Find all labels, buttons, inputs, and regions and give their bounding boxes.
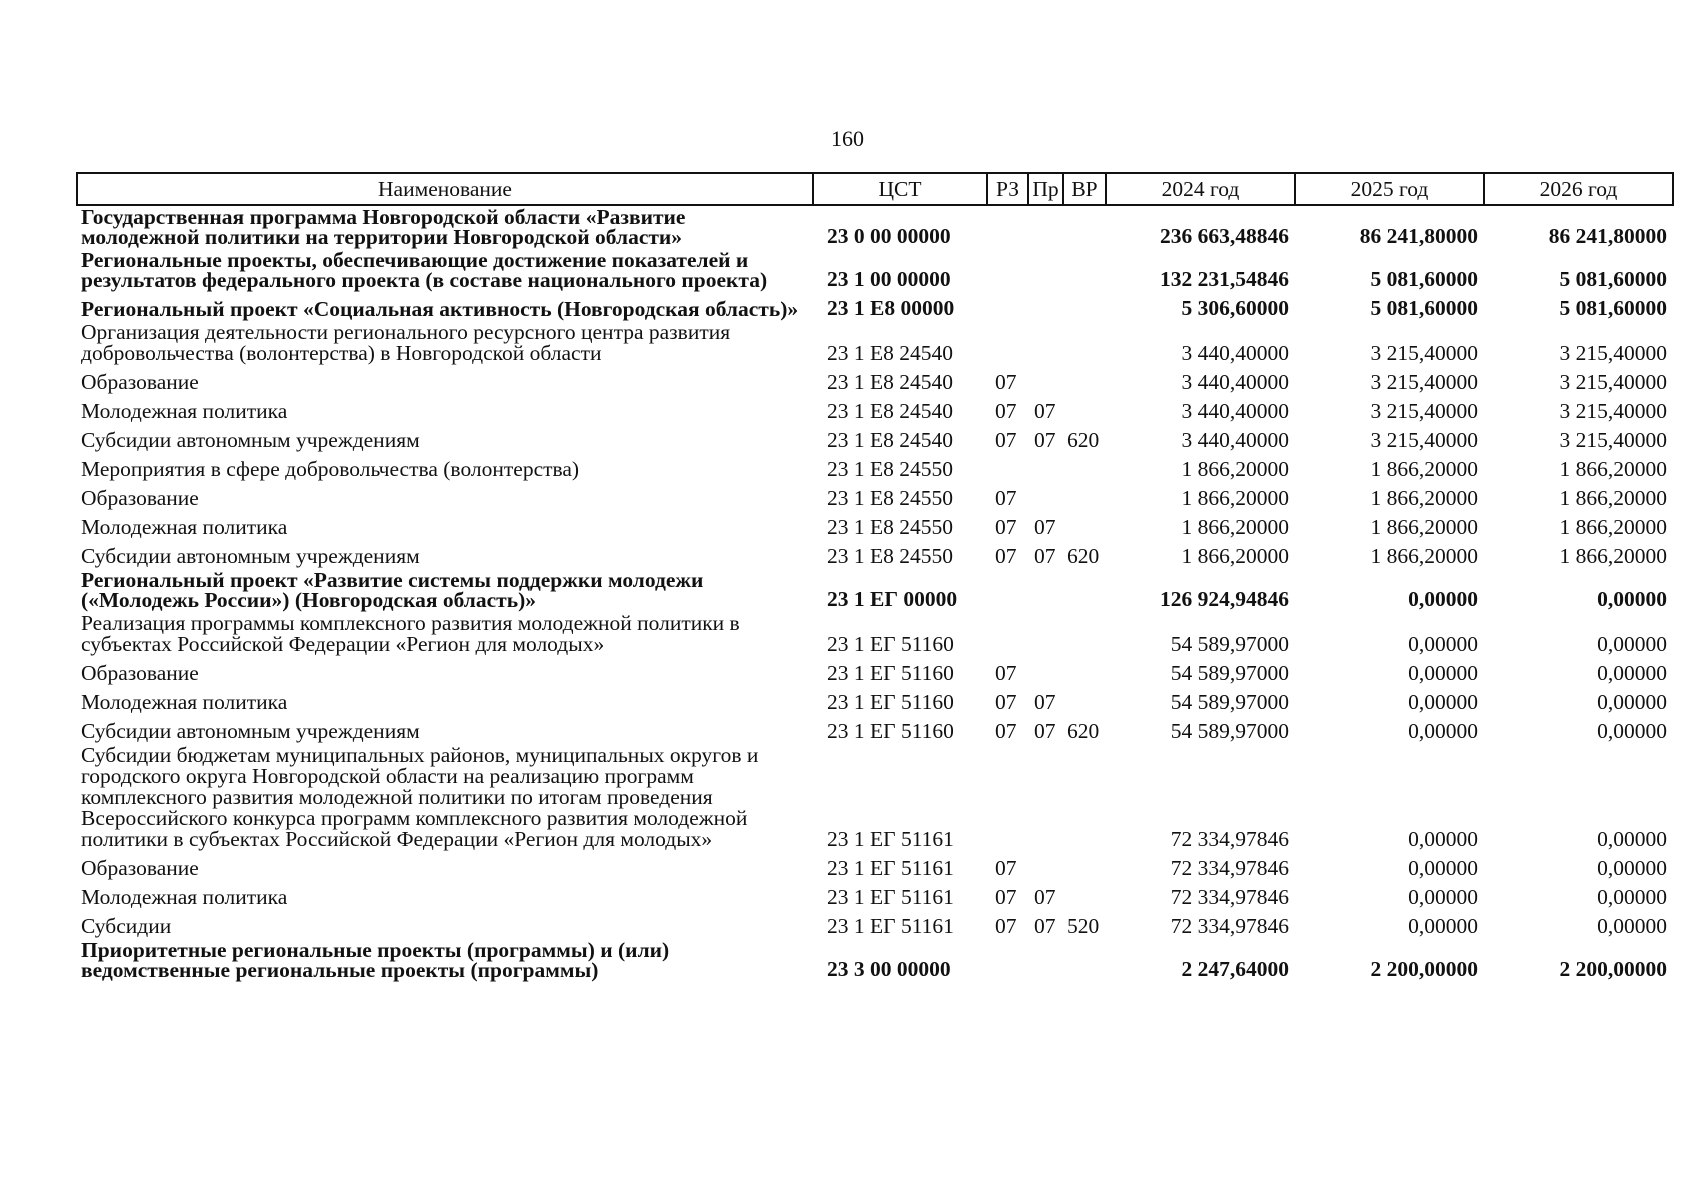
table-row: [77, 881, 1673, 910]
row-rz: 07: [995, 370, 1017, 394]
table-row: [77, 482, 1673, 511]
row-value-2026: 1 866,20000: [1559, 457, 1667, 481]
row-vr: [1063, 395, 1106, 424]
row-rz: [987, 569, 1028, 612]
row-vr: 620: [1067, 719, 1100, 743]
row-vr: 520: [1067, 914, 1100, 938]
row-value-2024: 72 334,97846: [1170, 827, 1289, 851]
table-row: [77, 205, 1673, 249]
row-value-2025: 0,00000: [1408, 885, 1478, 909]
row-vr: [1063, 205, 1106, 249]
row-vr: [1063, 569, 1106, 612]
row-pr: 07: [1034, 399, 1056, 423]
row-vr: [1063, 511, 1106, 540]
row-pr: 07: [1034, 719, 1056, 743]
row-cst: 23 1 ЕГ 51161: [827, 914, 954, 938]
row-rz: [987, 292, 1028, 321]
row-value-2024: 54 589,97000: [1170, 661, 1289, 685]
row-rz: [987, 612, 1028, 657]
row-vr: 620: [1067, 428, 1100, 452]
row-cst: 23 1 Е8 24540: [827, 370, 954, 394]
row-pr: [1028, 205, 1063, 249]
row-value-2024: 2 247,64000: [1181, 957, 1289, 981]
row-name: Реализация программы комплексного развития молодежной политики в субъектах Российской Федерации «Регион для молодых»: [81, 611, 740, 656]
row-value-2026: 3 215,40000: [1559, 399, 1667, 423]
row-name: Государственная программа Новгородской области «Развитие молодежной политики на территории Новгородской области»: [81, 205, 686, 249]
row-name: Субсидии автономным учреждениям: [81, 428, 420, 452]
row-value-2024: 3 440,40000: [1181, 399, 1289, 423]
row-value-2025: 3 215,40000: [1370, 399, 1478, 423]
row-value-2024: 72 334,97846: [1170, 856, 1289, 880]
row-pr: 07: [1034, 885, 1056, 909]
row-cst: 23 1 Е8 24550: [827, 486, 954, 510]
row-value-2026: 0,00000: [1597, 690, 1667, 714]
row-pr: [1028, 852, 1063, 881]
row-rz: 07: [995, 486, 1017, 510]
row-name: Организация деятельности регионального ресурсного центра развития добровольчества (волонтерства) в Новгородской области: [81, 320, 731, 365]
row-vr: [1063, 686, 1106, 715]
row-name: Приоритетные региональные проекты (программы) и (или) ведомственные региональные проекты (программы): [81, 938, 670, 982]
table-row: [77, 744, 1673, 852]
row-vr: [1063, 292, 1106, 321]
table-row: [77, 852, 1673, 881]
row-name: Молодежная политика: [81, 885, 288, 909]
budget-table: [76, 172, 1674, 982]
row-pr: [1028, 612, 1063, 657]
row-cst: 23 1 00 00000: [827, 267, 951, 291]
row-name: Образование: [81, 486, 199, 510]
table-row: [77, 511, 1673, 540]
row-value-2026: 5 081,60000: [1559, 267, 1667, 291]
row-name: Образование: [81, 661, 199, 685]
row-rz: 07: [995, 856, 1017, 880]
table-row: [77, 321, 1673, 366]
row-name: Образование: [81, 370, 199, 394]
row-value-2026: 5 081,60000: [1559, 296, 1667, 320]
row-value-2025: 3 215,40000: [1370, 370, 1478, 394]
row-value-2025: 0,00000: [1408, 719, 1478, 743]
row-value-2026: 0,00000: [1597, 587, 1667, 611]
row-name: Субсидии автономным учреждениям: [81, 719, 420, 743]
row-value-2025: 86 241,80000: [1359, 224, 1478, 248]
table-row: [77, 939, 1673, 982]
row-value-2025: 5 081,60000: [1370, 296, 1478, 320]
row-cst: 23 1 ЕГ 00000: [827, 587, 958, 611]
row-rz: [987, 249, 1028, 292]
row-pr: [1028, 744, 1063, 852]
row-value-2025: 0,00000: [1408, 632, 1478, 656]
row-vr: [1063, 453, 1106, 482]
row-value-2025: 1 866,20000: [1370, 486, 1478, 510]
table-header-row: [77, 173, 1673, 205]
row-cst: 23 0 00 00000: [827, 224, 951, 248]
row-rz: 07: [995, 544, 1017, 568]
row-value-2026: 0,00000: [1597, 856, 1667, 880]
header-2024: 2024 год: [1106, 173, 1295, 205]
row-value-2024: 72 334,97846: [1170, 885, 1289, 909]
row-rz: [987, 453, 1028, 482]
row-value-2024: 1 866,20000: [1181, 486, 1289, 510]
row-value-2026: 3 215,40000: [1559, 341, 1667, 365]
row-cst: 23 3 00 00000: [827, 957, 951, 981]
row-value-2025: 3 215,40000: [1370, 341, 1478, 365]
row-name: Субсидии: [81, 914, 172, 938]
row-cst: 23 1 Е8 24540: [827, 341, 954, 365]
header-vr: ВР: [1063, 173, 1106, 205]
header-2025: 2025 год: [1295, 173, 1484, 205]
header-pr: Пр: [1028, 173, 1063, 205]
row-name: Молодежная политика: [81, 399, 288, 423]
row-rz: [987, 744, 1028, 852]
row-value-2026: 0,00000: [1597, 885, 1667, 909]
row-pr: [1028, 569, 1063, 612]
row-value-2025: 1 866,20000: [1370, 515, 1478, 539]
row-vr: [1063, 321, 1106, 366]
table-row: [77, 453, 1673, 482]
table-row: [77, 292, 1673, 321]
row-value-2024: 132 231,54846: [1160, 267, 1289, 291]
row-value-2026: 0,00000: [1597, 719, 1667, 743]
row-value-2025: 0,00000: [1408, 914, 1478, 938]
row-cst: 23 1 ЕГ 51161: [827, 856, 954, 880]
row-cst: 23 1 ЕГ 51160: [827, 661, 954, 685]
row-cst: 23 1 ЕГ 51161: [827, 827, 954, 851]
row-rz: 07: [995, 719, 1017, 743]
row-value-2024: 3 440,40000: [1181, 341, 1289, 365]
row-value-2026: 0,00000: [1597, 914, 1667, 938]
row-pr: [1028, 292, 1063, 321]
row-value-2026: 86 241,80000: [1548, 224, 1667, 248]
row-value-2024: 1 866,20000: [1181, 457, 1289, 481]
row-name: Молодежная политика: [81, 690, 288, 714]
row-name: Образование: [81, 856, 199, 880]
row-name: Региональные проекты, обеспечивающие достижение показателей и результатов федерального проекта (в составе национального проекта): [81, 248, 768, 292]
row-name: Мероприятия в сфере добровольчества (волонтерства): [81, 457, 580, 481]
row-pr: [1028, 366, 1063, 395]
row-value-2026: 0,00000: [1597, 632, 1667, 656]
row-vr: [1063, 744, 1106, 852]
row-rz: 07: [995, 399, 1017, 423]
row-pr: 07: [1034, 428, 1056, 452]
row-vr: [1063, 657, 1106, 686]
row-pr: 07: [1034, 690, 1056, 714]
table-row: [77, 686, 1673, 715]
row-cst: 23 1 Е8 00000: [827, 296, 955, 320]
table-body: [77, 205, 1673, 982]
row-value-2024: 54 589,97000: [1170, 632, 1289, 656]
row-pr: 07: [1034, 914, 1056, 938]
row-vr: [1063, 482, 1106, 511]
table-row: [77, 612, 1673, 657]
row-vr: [1063, 939, 1106, 982]
row-vr: 620: [1067, 544, 1100, 568]
row-value-2025: 0,00000: [1408, 856, 1478, 880]
row-vr: [1063, 852, 1106, 881]
row-name: Молодежная политика: [81, 515, 288, 539]
row-value-2026: 1 866,20000: [1559, 544, 1667, 568]
row-value-2024: 54 589,97000: [1170, 690, 1289, 714]
row-pr: [1028, 657, 1063, 686]
table-row: [77, 249, 1673, 292]
table-row: [77, 657, 1673, 686]
row-cst: 23 1 ЕГ 51160: [827, 690, 954, 714]
table-row: [77, 424, 1673, 453]
table-row: [77, 715, 1673, 744]
row-value-2025: 1 866,20000: [1370, 457, 1478, 481]
row-rz: 07: [995, 661, 1017, 685]
row-value-2025: 0,00000: [1408, 827, 1478, 851]
row-rz: [987, 321, 1028, 366]
row-cst: 23 1 ЕГ 51160: [827, 632, 954, 656]
header-name: Наименование: [77, 173, 813, 205]
table-row: [77, 910, 1673, 939]
row-rz: 07: [995, 885, 1017, 909]
header-cst: ЦСТ: [813, 173, 987, 205]
row-value-2026: 0,00000: [1597, 827, 1667, 851]
row-vr: [1063, 249, 1106, 292]
header-2026: 2026 год: [1484, 173, 1673, 205]
row-pr: [1028, 939, 1063, 982]
row-value-2024: 72 334,97846: [1170, 914, 1289, 938]
page-number: 160: [831, 126, 864, 151]
row-cst: 23 1 Е8 24540: [827, 428, 954, 452]
row-cst: 23 1 Е8 24550: [827, 457, 954, 481]
row-vr: [1063, 612, 1106, 657]
row-rz: [987, 939, 1028, 982]
row-pr: 07: [1034, 544, 1056, 568]
row-value-2025: 3 215,40000: [1370, 428, 1478, 452]
header-rz: РЗ: [987, 173, 1028, 205]
row-value-2024: 3 440,40000: [1181, 428, 1289, 452]
row-cst: 23 1 Е8 24550: [827, 544, 954, 568]
row-value-2024: 126 924,94846: [1160, 587, 1289, 611]
row-value-2026: 3 215,40000: [1559, 428, 1667, 452]
row-value-2025: 0,00000: [1408, 690, 1478, 714]
row-value-2024: 1 866,20000: [1181, 515, 1289, 539]
row-value-2024: 5 306,60000: [1181, 296, 1289, 320]
row-value-2024: 3 440,40000: [1181, 370, 1289, 394]
row-rz: 07: [995, 515, 1017, 539]
row-value-2026: 1 866,20000: [1559, 486, 1667, 510]
row-value-2024: 236 663,48846: [1160, 224, 1289, 248]
table-row: [77, 395, 1673, 424]
row-name: Региональный проект «Социальная активность (Новгородская область)»: [81, 297, 799, 321]
row-value-2026: 1 866,20000: [1559, 515, 1667, 539]
table-row: [77, 366, 1673, 395]
row-rz: 07: [995, 690, 1017, 714]
row-pr: [1028, 249, 1063, 292]
row-name: Субсидии автономным учреждениям: [81, 544, 420, 568]
row-vr: [1063, 366, 1106, 395]
row-vr: [1063, 881, 1106, 910]
row-value-2025: 0,00000: [1408, 587, 1478, 611]
table-row: [77, 540, 1673, 569]
row-name: Региональный проект «Развитие системы поддержки молодежи («Молодежь России») (Новгородская область)»: [81, 568, 704, 612]
row-value-2025: 5 081,60000: [1370, 267, 1478, 291]
row-rz: 07: [995, 914, 1017, 938]
row-cst: 23 1 ЕГ 51161: [827, 885, 954, 909]
row-name: Субсидии бюджетам муниципальных районов, муниципальных округов и городского округа Новгородской области на реализацию программ комплексного развития молодежной политики по итогам проведения Всероссийского конкурса программ комплексного развития молодежной политики в субъектах Российской Федерации «Регион для молодых»: [81, 743, 759, 851]
row-cst: 23 1 ЕГ 51160: [827, 719, 954, 743]
row-pr: [1028, 453, 1063, 482]
row-value-2024: 54 589,97000: [1170, 719, 1289, 743]
row-value-2026: 3 215,40000: [1559, 370, 1667, 394]
row-cst: 23 1 Е8 24550: [827, 515, 954, 539]
row-value-2025: 2 200,00000: [1370, 957, 1478, 981]
row-value-2025: 0,00000: [1408, 661, 1478, 685]
row-rz: [987, 205, 1028, 249]
row-value-2026: 2 200,00000: [1559, 957, 1667, 981]
row-pr: [1028, 321, 1063, 366]
row-value-2026: 0,00000: [1597, 661, 1667, 685]
row-pr: [1028, 482, 1063, 511]
table-row: [77, 569, 1673, 612]
row-value-2025: 1 866,20000: [1370, 544, 1478, 568]
row-rz: 07: [995, 428, 1017, 452]
row-value-2024: 1 866,20000: [1181, 544, 1289, 568]
row-pr: 07: [1034, 515, 1056, 539]
row-cst: 23 1 Е8 24540: [827, 399, 954, 423]
